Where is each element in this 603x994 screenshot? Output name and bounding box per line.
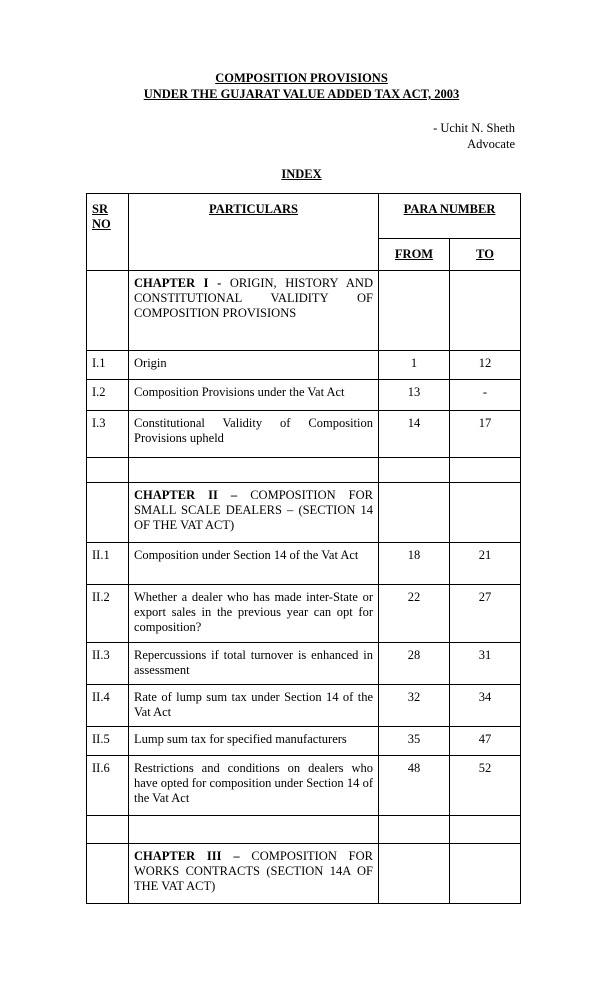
- table-row: [87, 643, 521, 685]
- sr-cell: II.2: [87, 585, 129, 643]
- chapter-number: CHAPTER II –: [134, 488, 251, 502]
- from-cell: 18: [379, 543, 450, 585]
- particular-cell: Whether a dealer who has made inter-State or export sales in the previous year can opt for composition?: [129, 585, 379, 643]
- from-cell: [379, 483, 450, 543]
- to-cell: 27: [450, 585, 521, 643]
- sr-cell: II.5: [87, 727, 129, 756]
- particular-cell: Repercussions if total turnover is enhanced in assessment: [129, 643, 379, 685]
- table-row: [87, 380, 521, 411]
- sr-cell: [87, 844, 129, 904]
- to-cell: [450, 271, 521, 351]
- from-cell: 48: [379, 756, 450, 816]
- to-cell: 21: [450, 543, 521, 585]
- particular-cell: Origin: [129, 351, 379, 380]
- index-heading: INDEX: [281, 167, 322, 181]
- to-cell: 47: [450, 727, 521, 756]
- empty-row: [87, 816, 521, 844]
- particular-cell: Constitutional Validity of Composition Provisions upheld: [129, 411, 379, 458]
- table-row: [87, 351, 521, 380]
- particular-cell: Restrictions and conditions on dealers who have opted for composition under Section 14 of the Vat Act: [129, 756, 379, 816]
- sr-cell: II.1: [87, 543, 129, 585]
- table-row: [87, 756, 521, 816]
- author-designation: Advocate: [467, 137, 515, 151]
- header-from: FROM: [379, 239, 450, 271]
- sr-cell: [87, 271, 129, 351]
- chapter-number: CHAPTER I -: [134, 276, 230, 290]
- header-particulars: PARTICULARS: [129, 194, 379, 271]
- chapter-title: ORIGIN, HISTORY AND CONSTITUTIONAL VALIDITY OF COMPOSITION PROVISIONS: [134, 276, 373, 320]
- to-cell: [450, 844, 521, 904]
- document-title-line-1: COMPOSITION PROVISIONS: [215, 71, 388, 85]
- sr-cell: I.2: [87, 380, 129, 411]
- sr-cell: II.3: [87, 643, 129, 685]
- to-cell: 34: [450, 685, 521, 727]
- particular-cell: Lump sum tax for specified manufacturers: [129, 727, 379, 756]
- header-to: TO: [450, 239, 521, 271]
- from-cell: [379, 844, 450, 904]
- chapter-title: COMPOSITION FOR SMALL SCALE DEALERS – (SECTION 14 OF THE VAT ACT): [134, 488, 373, 532]
- table-row: [87, 685, 521, 727]
- table-row: [87, 585, 521, 643]
- header-para-number: PARA NUMBER: [379, 194, 521, 239]
- from-cell: 1: [379, 351, 450, 380]
- document-title-line-2: UNDER THE GUJARAT VALUE ADDED TAX ACT, 2003: [143, 87, 460, 101]
- chapter-heading: [129, 271, 379, 351]
- to-cell: 17: [450, 411, 521, 458]
- index-table: [86, 193, 521, 904]
- author-name: - Uchit N. Sheth: [433, 121, 515, 135]
- table-row: [87, 543, 521, 585]
- empty-row: [87, 458, 521, 483]
- chapter-heading: [129, 844, 379, 904]
- chapter-row: [87, 271, 521, 351]
- from-cell: 28: [379, 643, 450, 685]
- header-sr-no: SR NO: [87, 194, 129, 271]
- from-cell: [379, 271, 450, 351]
- chapter-row: [87, 844, 521, 904]
- sr-cell: I.1: [87, 351, 129, 380]
- sr-cell: I.3: [87, 411, 129, 458]
- to-cell: -: [450, 380, 521, 411]
- sr-cell: II.4: [87, 685, 129, 727]
- table-header-row: [87, 194, 521, 239]
- sr-cell: II.6: [87, 756, 129, 816]
- to-cell: [450, 483, 521, 543]
- chapter-number: CHAPTER III –: [134, 849, 252, 863]
- from-cell: 13: [379, 380, 450, 411]
- sr-cell: [87, 483, 129, 543]
- chapter-row: [87, 483, 521, 543]
- from-cell: 35: [379, 727, 450, 756]
- chapter-heading: [129, 483, 379, 543]
- chapter-title: COMPOSITION FOR WORKS CONTRACTS (SECTION 14A OF THE VAT ACT): [134, 849, 373, 893]
- particular-cell: Composition Provisions under the Vat Act: [129, 380, 379, 411]
- to-cell: 52: [450, 756, 521, 816]
- from-cell: 32: [379, 685, 450, 727]
- particular-cell: Rate of lump sum tax under Section 14 of the Vat Act: [129, 685, 379, 727]
- to-cell: 31: [450, 643, 521, 685]
- to-cell: 12: [450, 351, 521, 380]
- table-row: [87, 727, 521, 756]
- from-cell: 22: [379, 585, 450, 643]
- particular-cell: Composition under Section 14 of the Vat Act: [129, 543, 379, 585]
- from-cell: 14: [379, 411, 450, 458]
- table-row: [87, 411, 521, 458]
